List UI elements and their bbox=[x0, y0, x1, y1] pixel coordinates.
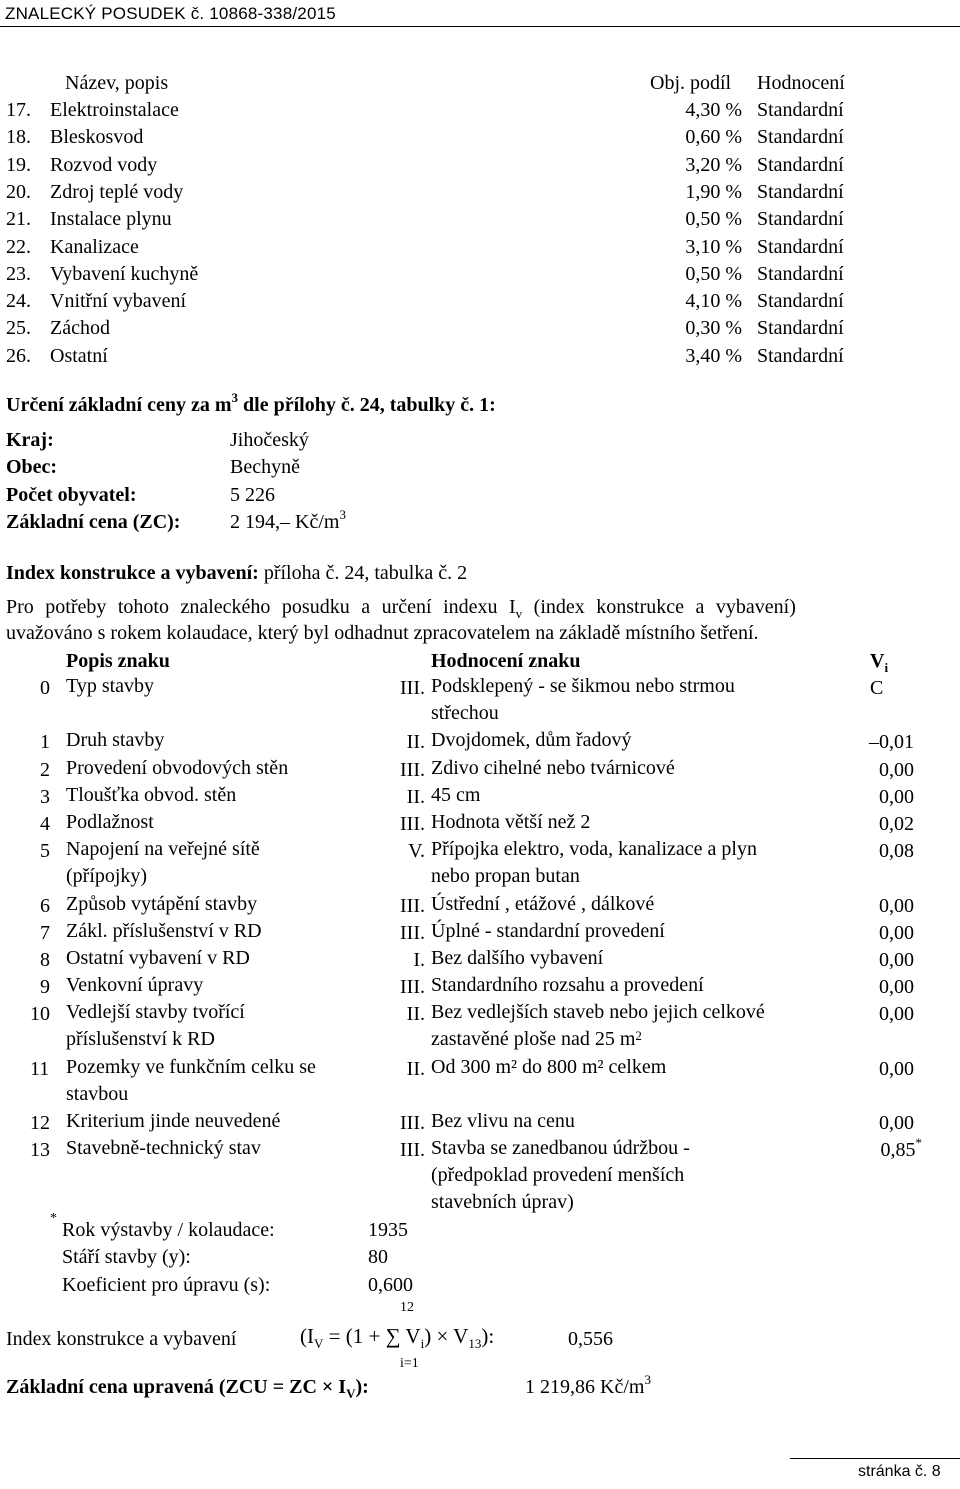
index-row-popis bbox=[66, 972, 203, 999]
index-row-hodnoceni bbox=[431, 782, 480, 809]
index-row-number: 1 bbox=[40, 731, 50, 753]
index-row-number: 11 bbox=[30, 1058, 50, 1080]
component-row-number: 23. bbox=[6, 263, 31, 285]
index-row-popis bbox=[66, 727, 164, 754]
index-row-grade: V. bbox=[408, 840, 425, 862]
index-row-popis-line: Provedení obvodových stěn bbox=[66, 757, 289, 779]
index-row-value bbox=[879, 895, 914, 918]
index-row-value-text: 0,08 bbox=[879, 840, 914, 862]
component-row-share: 4,10 % bbox=[685, 290, 742, 312]
index-row-hodnoceni-line: Od 300 m² do 800 m² celkem bbox=[431, 1056, 667, 1078]
obec-label: Obec: bbox=[6, 456, 58, 478]
index-row-grade: II. bbox=[406, 731, 425, 753]
index-row-hodnoceni-text: zastavěné ploše nad 25 m bbox=[431, 1028, 636, 1051]
index-row-hodnoceni-line: Zdivo cihelné nebo tvárnicové bbox=[431, 757, 675, 779]
index-row-hodnoceni-line: Podsklepený - se šikmou nebo strmou bbox=[431, 675, 735, 697]
index-row-hodnoceni-line bbox=[431, 1026, 765, 1053]
component-row-rating: Standardní bbox=[757, 345, 844, 367]
index-row-grade: III. bbox=[400, 895, 425, 917]
index-row-popis bbox=[66, 891, 257, 918]
index-row-popis-line: stavbou bbox=[66, 1083, 129, 1106]
index-row-value-text: –0,01 bbox=[869, 731, 914, 753]
component-row-number: 25. bbox=[6, 317, 31, 339]
index-row-value bbox=[879, 922, 914, 945]
component-row-name: Záchod bbox=[50, 317, 110, 339]
index-row-hodnoceni bbox=[431, 727, 632, 754]
index-row-hodnoceni bbox=[431, 755, 675, 782]
index-row-popis bbox=[66, 755, 288, 782]
component-row-share: 0,60 % bbox=[685, 126, 742, 148]
index-row-value-text: 0,00 bbox=[879, 976, 914, 998]
stari-label: Stáří stavby (y): bbox=[62, 1246, 191, 1268]
population-label: Počet obyvatel: bbox=[6, 484, 137, 506]
index-row-grade: I. bbox=[413, 949, 425, 971]
index-row-popis bbox=[66, 1054, 316, 1108]
index-row-value-text: 0,00 bbox=[879, 895, 914, 917]
index-row-hodnoceni-line: Standardního rozsahu a provedení bbox=[431, 974, 704, 996]
koef-label: Koeficient pro úpravu (s): bbox=[62, 1274, 271, 1296]
index-row-popis-line: Pozemky ve funkčním celku se bbox=[66, 1056, 316, 1078]
index-row-grade: III. bbox=[400, 1112, 425, 1134]
index-row-popis bbox=[66, 836, 260, 890]
component-row-name: Rozvod vody bbox=[50, 154, 158, 176]
index-row-grade: II. bbox=[406, 786, 425, 808]
component-row-rating: Standardní bbox=[757, 181, 844, 203]
component-row-rating: Standardní bbox=[757, 317, 844, 339]
index-row-hodnoceni-line: stavebních úprav) bbox=[431, 1191, 574, 1214]
component-row-rating: Standardní bbox=[757, 126, 844, 148]
component-row-name: Bleskosvod bbox=[50, 126, 144, 148]
index-row-hodnoceni-line: nebo propan butan bbox=[431, 865, 580, 888]
col-share-header: Obj. podíl bbox=[650, 72, 732, 94]
index-row-value-text: 0,00 bbox=[879, 1003, 914, 1025]
sum-lower-limit: i=1 bbox=[400, 1356, 419, 1371]
index-row-value bbox=[879, 1058, 914, 1081]
index-row-hodnoceni bbox=[431, 999, 765, 1053]
index-row-number: 7 bbox=[40, 922, 50, 944]
superscript: 2 bbox=[635, 1028, 642, 1044]
sum-upper-limit: 12 bbox=[400, 1300, 414, 1315]
index-row-hodnoceni bbox=[431, 809, 590, 836]
component-row-share: 3,40 % bbox=[685, 345, 742, 367]
index-row-value-text: 0,00 bbox=[879, 786, 914, 808]
index-row-value-text: 0,00 bbox=[879, 949, 914, 971]
component-row-number: 24. bbox=[6, 290, 31, 312]
index-row-number: 4 bbox=[40, 813, 50, 835]
col-popis-header: Popis znaku bbox=[66, 650, 170, 672]
index-row-popis-line: Způsob vytápění stavby bbox=[66, 893, 258, 915]
document-header: ZNALECKÝ POSUDEK č. 10868-338/2015 bbox=[5, 4, 336, 23]
header-rule bbox=[0, 26, 960, 27]
kraj-label: Kraj: bbox=[6, 429, 54, 451]
component-row-share: 3,10 % bbox=[685, 236, 742, 258]
index-row-value bbox=[879, 813, 914, 836]
rok-value: 1935 bbox=[368, 1219, 408, 1241]
index-row-popis-line: Venkovní úpravy bbox=[66, 974, 204, 996]
index-row-popis bbox=[66, 782, 236, 809]
component-row-share: 0,50 % bbox=[685, 208, 742, 230]
index-row-popis-line: Druh stavby bbox=[66, 729, 165, 751]
component-row-number: 20. bbox=[6, 181, 31, 203]
index-row-number: 5 bbox=[40, 840, 50, 862]
index-row-popis-line: Vedlejší stavby tvořící bbox=[66, 1001, 245, 1023]
component-row-share: 0,30 % bbox=[685, 317, 742, 339]
index-row-grade: III. bbox=[400, 759, 425, 781]
footer-rule bbox=[790, 1458, 960, 1459]
index-row-popis bbox=[66, 673, 154, 700]
index-paragraph-line1: Pro potřeby tohoto znaleckého posudku a určení indexu $I_v$ (index konstrukce a vybavení) bbox=[6, 596, 796, 621]
index-row-hodnoceni bbox=[431, 918, 665, 945]
index-row-hodnoceni bbox=[431, 836, 757, 890]
stari-value: 80 bbox=[368, 1246, 388, 1268]
index-row-popis-line: Stavebně-technický stav bbox=[66, 1137, 261, 1159]
component-row-share: 0,50 % bbox=[685, 263, 742, 285]
component-row-rating: Standardní bbox=[757, 208, 844, 230]
col-v-header: $V_i$ bbox=[870, 650, 889, 675]
index-row-number: 9 bbox=[40, 976, 50, 998]
rok-label: Rok výstavby / kolaudace: bbox=[62, 1219, 275, 1241]
index-row-hodnoceni-line: Stavba se zanedbanou údržbou - bbox=[431, 1137, 690, 1159]
zcu-label: Základní cena upravená (ZCU = ZC × $I_V$): bbox=[6, 1376, 369, 1401]
index-row-hodnoceni-line: 45 cm bbox=[431, 784, 481, 806]
index-row-value bbox=[879, 949, 914, 972]
index-row-number: 6 bbox=[40, 895, 50, 917]
component-row-name: Zdroj teplé vody bbox=[50, 181, 184, 203]
index-row-popis-line: Zákl. příslušenství v RD bbox=[66, 920, 262, 942]
index-row-number: 13 bbox=[30, 1139, 50, 1161]
index-row-value bbox=[879, 759, 914, 782]
component-row-number: 18. bbox=[6, 126, 31, 148]
index-row-hodnoceni bbox=[431, 972, 704, 999]
index-row-hodnoceni-line: Přípojka elektro, voda, kanalizace a plyn bbox=[431, 838, 757, 860]
koef-value: 0,600 bbox=[368, 1274, 413, 1296]
index-row-number: 8 bbox=[40, 949, 50, 971]
index-row-grade: III. bbox=[400, 976, 425, 998]
index-row-number: 3 bbox=[40, 786, 50, 808]
index-row-hodnoceni-line: Hodnota větší než 2 bbox=[431, 811, 591, 833]
component-row-share: 1,90 % bbox=[685, 181, 742, 203]
index-row-popis bbox=[66, 1135, 261, 1162]
index-row-grade: III. bbox=[400, 813, 425, 835]
component-row-number: 26. bbox=[6, 345, 31, 367]
index-row-value bbox=[879, 1003, 914, 1026]
index-row-popis bbox=[66, 1108, 280, 1135]
base-price-heading: Určení základní ceny za $m^3$ dle přílohy č. 24, tabulky č. 1: bbox=[6, 390, 496, 416]
index-row-hodnoceni bbox=[431, 1054, 666, 1081]
index-row-hodnoceni bbox=[431, 1108, 575, 1135]
index-row-grade: III. bbox=[400, 922, 425, 944]
index-value: 0,556 bbox=[568, 1328, 613, 1350]
index-row-value bbox=[879, 976, 914, 999]
index-row-popis-line: Typ stavby bbox=[66, 675, 155, 697]
index-row-value-text: 0,00 bbox=[879, 922, 914, 944]
index-row-value: C bbox=[870, 677, 884, 699]
index-row-value bbox=[879, 786, 914, 809]
index-row-popis bbox=[66, 809, 154, 836]
index-row-hodnoceni-line: Dvojdomek, dům řadový bbox=[431, 729, 632, 751]
component-row-share: 4,30 % bbox=[685, 99, 742, 121]
page-number: stránka č. 8 bbox=[858, 1463, 941, 1480]
index-row-value bbox=[880, 1135, 923, 1162]
obec-value: Bechyně bbox=[230, 456, 300, 478]
component-row-name: Ostatní bbox=[50, 345, 108, 367]
index-row-value-text: 0,85 bbox=[880, 1139, 916, 1161]
index-row-popis-line: Ostatní vybavení v RD bbox=[66, 947, 250, 969]
component-row-number: 19. bbox=[6, 154, 31, 176]
index-formula: ($I_V = (1$ + ∑ $V_i) \times V_{13}$): bbox=[300, 1324, 495, 1352]
kraj-value: Jihočeský bbox=[230, 429, 309, 451]
index-row-popis-line: (přípojky) bbox=[66, 865, 148, 888]
index-row-popis bbox=[66, 999, 245, 1053]
component-row-name: Vybavení kuchyně bbox=[50, 263, 199, 285]
index-row-hodnoceni bbox=[431, 673, 735, 727]
index-row-hodnoceni-line: Bez vlivu na cenu bbox=[431, 1110, 575, 1132]
index-row-popis-line: Tloušťka obvod. stěn bbox=[66, 784, 237, 806]
index-row-number: 10 bbox=[30, 1003, 50, 1025]
index-row-popis bbox=[66, 945, 250, 972]
population-value: 5 226 bbox=[230, 484, 275, 506]
note-star: * bbox=[50, 1211, 57, 1226]
col-name-header: Název, popis bbox=[65, 72, 169, 94]
zcu-value: 1 219,86 $Kč/m^3$ bbox=[525, 1372, 651, 1398]
col-rating-header: Hodnocení bbox=[757, 72, 845, 94]
superscript: * bbox=[915, 1135, 922, 1150]
index-row-grade: II. bbox=[406, 1058, 425, 1080]
component-row-rating: Standardní bbox=[757, 290, 844, 312]
index-row-popis bbox=[66, 918, 262, 945]
index-paragraph-line2: uvažováno s rokem kolaudace, který byl odhadnut zpracovatelem na základě místního šetření. bbox=[6, 622, 759, 644]
index-row-value-text: 0,00 bbox=[879, 1058, 914, 1080]
index-row-grade: III. bbox=[400, 677, 425, 699]
index-row-hodnoceni bbox=[431, 1135, 690, 1217]
component-row-name: Elektroinstalace bbox=[50, 99, 179, 121]
component-row-rating: Standardní bbox=[757, 263, 844, 285]
index-row-grade: III. bbox=[400, 1139, 425, 1161]
index-row-number: 0 bbox=[40, 677, 50, 699]
index-row-value bbox=[869, 731, 914, 754]
index-row-number: 2 bbox=[40, 759, 50, 781]
component-row-rating: Standardní bbox=[757, 99, 844, 121]
component-row-name: Instalace plynu bbox=[50, 208, 172, 230]
index-row-value-text: 0,00 bbox=[879, 759, 914, 781]
component-row-rating: Standardní bbox=[757, 236, 844, 258]
index-row-hodnoceni-line: Úplné - standardní provedení bbox=[431, 920, 665, 942]
index-row-hodnoceni bbox=[431, 945, 603, 972]
index-row-hodnoceni-line: (předpoklad provedení menších bbox=[431, 1164, 685, 1187]
index-row-hodnoceni bbox=[431, 891, 654, 918]
index-row-popis-line: příslušenství k RD bbox=[66, 1028, 215, 1051]
component-row-name: Kanalizace bbox=[50, 236, 139, 258]
base-price-value: 2 194,– $Kč/m^3$ bbox=[230, 507, 346, 533]
index-row-popis-line: Podlažnost bbox=[66, 811, 154, 833]
index-row-grade: II. bbox=[406, 1003, 425, 1025]
index-row-number: 12 bbox=[30, 1112, 50, 1134]
component-row-number: 21. bbox=[6, 208, 31, 230]
component-row-share: 3,20 % bbox=[685, 154, 742, 176]
index-row-value bbox=[879, 1112, 914, 1135]
col-hodnoceni-header: Hodnocení znaku bbox=[431, 650, 581, 672]
index-row-value-text: 0,02 bbox=[879, 813, 914, 835]
index-heading: Index konstrukce a vybavení: příloha č. 24, tabulka č. 2 bbox=[6, 562, 468, 584]
index-row-hodnoceni-line: střechou bbox=[431, 702, 499, 725]
component-row-name: Vnitřní vybavení bbox=[50, 290, 187, 312]
index-row-hodnoceni-line: Bez vedlejších staveb nebo jejich celkové bbox=[431, 1001, 765, 1023]
component-row-rating: Standardní bbox=[757, 154, 844, 176]
component-row-number: 22. bbox=[6, 236, 31, 258]
index-row-popis-line: Kriterium jinde neuvedené bbox=[66, 1110, 281, 1132]
index-row-value-text: 0,00 bbox=[879, 1112, 914, 1134]
index-row-hodnoceni-line: Ústřední , etážové , dálkové bbox=[431, 893, 655, 915]
index-row-hodnoceni-line: Bez dalšího vybavení bbox=[431, 947, 604, 969]
base-price-label: Základní cena (ZC): bbox=[6, 511, 181, 533]
index-row-value bbox=[879, 840, 914, 863]
index-row-popis-line: Napojení na veřejné sítě bbox=[66, 838, 260, 860]
formula-label: Index konstrukce a vybavení bbox=[6, 1328, 237, 1350]
component-row-number: 17. bbox=[6, 99, 31, 121]
